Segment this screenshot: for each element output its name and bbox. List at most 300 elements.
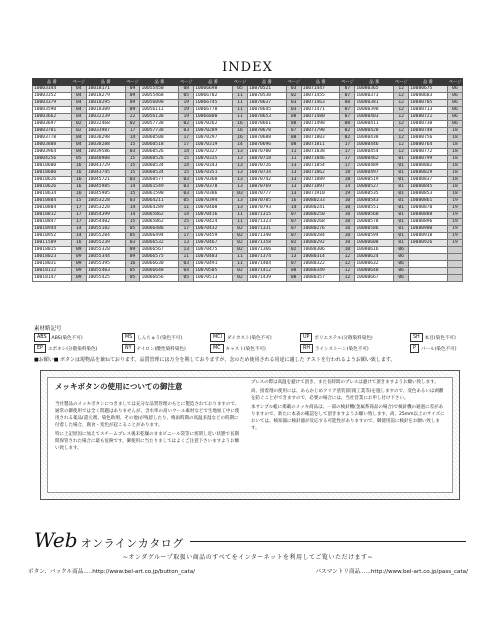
product-no-cell: 10066698 [194,86,233,93]
legend-code: ABS [34,333,50,342]
product-no-cell: 10056138 [140,114,179,121]
page-cell: 15 [125,163,140,170]
page-cell: 11 [232,212,247,219]
page-cell: 13 [286,177,301,184]
page-cell: 12 [394,128,409,135]
page-cell: 12 [340,261,355,268]
page-cell: 09 [71,268,86,275]
page-cell: 18 [447,128,462,135]
page-cell: 17 [179,142,194,149]
product-no-cell: 10060534 [140,170,179,177]
page-cell: 13 [232,184,247,191]
product-no-cell: 10071366 [247,247,286,254]
column-header-page: ページ [233,79,247,84]
page-cell: 02 [71,128,86,135]
page-cell [447,247,462,254]
product-no-cell [409,268,448,275]
page-cell: 02 [286,93,301,100]
product-no-cell: 10010626 [33,184,72,191]
table-row [33,205,463,212]
product-no-cell: 10071412 [247,268,286,275]
page-cell: 10 [340,205,355,212]
page-cell: 08 [286,121,301,128]
legend-code: EP [34,344,46,353]
product-no-cell: 10033987 [86,128,125,135]
button-catalog-link[interactable]: ボタン、バックル商品.....http://www.bel-art.co.jp/button_cata/ [28,569,196,575]
page-cell: 14 [232,142,247,149]
page-cell: 05 [125,275,140,282]
product-no-cell: 10061549 [140,184,179,191]
product-no-cell: 10080799 [409,156,448,163]
product-no-cell: 10080713 [409,107,448,114]
page-cell: 04 [71,135,86,142]
product-no-cell: 10080764 [409,142,448,149]
page-cell: 02 [232,268,247,275]
page-cell: 08 [286,142,301,149]
page-cell: 05 [179,275,194,282]
page-cell: 12 [394,142,409,149]
legend-label: ポリエステル(分散染料染色) [314,335,373,341]
page-cell: 03 [179,184,194,191]
product-no-cell: 10003778 [33,135,72,142]
product-no-cell: 10003590 [33,107,72,114]
product-no-cell: 10080381 [355,100,394,107]
page-cell [447,254,462,261]
product-no-cell: 10039586 [86,149,125,156]
product-no-cell: 10071374 [247,254,286,261]
legend-label: ABS(染色不可) [51,335,83,341]
page-cell: 06 [447,121,462,128]
page-cell: 06 [447,107,462,114]
page-cell: 11 [179,254,194,261]
product-no-cell: 10065862 [140,219,179,226]
product-no-cell: 10003352 [33,93,72,100]
page-cell: 07 [340,107,355,114]
page-cell: 06 [447,93,462,100]
table-row [33,261,463,268]
web-catalog-banner [28,525,468,605]
product-no-cell: 10080241 [301,205,340,212]
page-cell: 12 [340,268,355,275]
page-cell: 01 [394,156,409,163]
product-no-cell: 10080314 [301,254,340,261]
product-no-cell: 10080926 [409,240,448,247]
product-no-cell: 10070459 [194,233,233,240]
product-no-cell: 10071331 [247,226,286,233]
product-no-cell: 10070688 [247,135,286,142]
product-no-cell: 10070351 [194,170,233,177]
page-cell: 01 [394,240,409,247]
page-cell: 18 [447,177,462,184]
page-cell: 02 [179,121,194,128]
page-cell: 06 [447,100,462,107]
page-cell: 18 [447,156,462,163]
product-no-cell: 10080322 [301,261,340,268]
web-logo-text: Web [34,528,78,552]
product-no-cell: 10070297 [194,135,233,142]
table-row [33,142,463,149]
table-row [33,100,463,107]
product-no-cell: 10070408 [194,205,233,212]
page-cell: 05 [125,268,140,275]
page-cell: 17 [125,128,140,135]
page-cell: 03 [286,86,301,93]
page-cell: 09 [71,254,86,261]
product-no-cell: 10080918 [409,233,448,240]
product-no-cell: 10054402 [86,219,125,226]
legend-label: ナイロン(酸性染料染色) [136,346,186,352]
product-no-cell: 10066745 [194,100,233,107]
product-no-cell: 10080543 [355,198,394,205]
page-cell: 18 [447,142,462,149]
product-no-cell: 10080900 [409,226,448,233]
page-cell: 16 [71,163,86,170]
legend-item [122,333,182,342]
page-cell: 10 [340,198,355,205]
page-cell: 06 [394,275,409,282]
page-cell: 22 [125,114,140,121]
page-cell: 13 [286,184,301,191]
product-no-cell: 10070386 [194,191,233,198]
page-cell: 11 [179,205,194,212]
product-no-cell: 10018147 [33,275,72,282]
page-cell: 06 [447,86,462,93]
page-cell: 05 [179,198,194,205]
product-no-cell: 10080489 [355,163,394,170]
product-no-cell: 10070432 [194,226,233,233]
product-no-cell: 10056090 [140,100,179,107]
product-no-cell: 10070734 [247,170,286,177]
page-cell: 04 [71,149,86,156]
product-no-cell: 10070726 [247,163,286,170]
product-no-cell: 10071480 [301,114,340,121]
column-header-page: ページ [287,79,300,84]
table-row [33,177,463,184]
product-no-cell: 10055239 [86,240,125,247]
page-cell: 12 [394,149,409,156]
product-no-cell: 10080276 [301,226,340,233]
page-cell: 01 [394,163,409,170]
page-cell: 16 [71,177,86,184]
product-no-cell: 10070777 [247,191,286,198]
product-no-cell: 10066702 [194,93,233,100]
page-cell: 10 [340,240,355,247]
product-no-cell: 10003964 [33,149,72,156]
page-cell: 15 [71,198,86,205]
page-cell: 06 [447,114,462,121]
product-no-cell: 10064289 [140,205,179,212]
notice-text: ■お願い■ ボタンは現物品を兼ねております。品質管理には万全を期しておりますが、念のため使用される用途に適した テストを行われるようお願い致します。 [34,357,396,363]
product-no-cell: 10080446 [355,142,394,149]
page-cell: 03 [125,177,140,184]
product-no-cell: 10070289 [194,128,233,135]
product-no-cell: 10080748 [409,128,448,135]
product-no-cell: 10080268 [301,219,340,226]
table-row [33,247,463,254]
page-cell: 15 [125,191,140,198]
page-cell: 19 [340,191,355,198]
page-cell: 15 [125,219,140,226]
table-row [33,128,463,135]
column-header-product-no: 品 番 [33,79,72,86]
product-no-cell: 10080632 [355,261,394,268]
legend-code: SH [410,333,423,342]
column-header-page: ページ [341,79,354,84]
page-cell: 10 [340,247,355,254]
product-no-cell: 10055403 [86,268,125,275]
product-no-cell: 10080730 [409,121,448,128]
page-cell: 02 [340,128,355,135]
product-no-cell: 10032239 [86,114,125,121]
page-cell: 14 [125,205,140,212]
product-no-cell: 10066648 [140,268,179,275]
page-cell: 02 [125,121,140,128]
column-header-product-no: 品 番 [140,79,179,86]
page-cell: 09 [125,100,140,107]
product-no-cell: 10010600 [33,163,72,170]
product-no-cell: 10071838 [301,149,340,156]
page-cell: 01 [394,184,409,191]
product-no-cell: 10070378 [194,184,233,191]
page-cell: 03 [179,177,194,184]
page-cell: 16 [71,170,86,177]
page-cell: 03 [232,191,247,198]
caution-title: メッキボタンの使用についての御注意 [55,382,183,391]
page-cell: 01 [394,191,409,198]
page-cell: 15 [179,170,194,177]
product-no-cell: 10060518 [140,142,179,149]
legend-code: RH [300,344,313,353]
page-cell: 01 [394,205,409,212]
page-cell: 10 [340,219,355,226]
legend-label: 本目(染色不可) [424,335,456,341]
product-no-cell: 10080535 [355,191,394,198]
product-no-cell: 10070785 [247,198,286,205]
page-cell: 16 [125,261,140,268]
legend-label: キャスト(染色不可) [225,346,266,352]
page-cell: 19 [179,114,194,121]
table-row [33,198,463,205]
page-cell: 13 [232,205,247,212]
product-no-cell: 10070467 [194,240,233,247]
page-cell: 04 [71,86,86,93]
product-no-cell: 10070416 [194,212,233,219]
page-cell: 01 [394,177,409,184]
product-no-cell: 10071471 [301,107,340,114]
product-no-cell: 10055328 [86,247,125,254]
product-no-cell: 10070661 [247,121,286,128]
legend-code: UP [300,333,312,342]
product-no-cell: 10071862 [301,170,340,177]
page-cell: 18 [447,191,462,198]
page-cell: 09 [125,107,140,114]
page-cell: 03 [125,149,140,156]
product-no-cell: 10066770 [194,107,233,114]
product-no-cell: 10080365 [355,86,394,93]
page-cell [447,261,462,268]
page-cell: 12 [394,100,409,107]
product-no-cell: 10070769 [247,184,286,191]
product-no-cell: 10080896 [409,219,448,226]
product-no-cell: 10010944 [33,226,72,233]
page-cell: 07 [286,128,301,135]
page-cell: 17 [179,226,194,233]
product-no-cell: 10070645 [247,107,286,114]
product-no-cell: 10080306 [301,247,340,254]
page-cell: 13 [232,156,247,163]
product-no-cell: 10010626 [33,177,72,184]
page-cell: 12 [340,275,355,282]
product-no-cell: 10066567 [140,247,179,254]
page-cell: 08 [286,135,301,142]
table-row [33,121,463,128]
page-cell: 19 [179,100,194,107]
column-header-page: ページ [448,79,462,84]
product-no-cell: 10066532 [140,240,179,247]
index-table [32,78,463,282]
product-no-cell: 10060526 [140,156,179,163]
page-cell: 17 [340,156,355,163]
table-row [33,233,463,240]
page-cell: 14 [179,163,194,170]
page-cell: 13 [232,198,247,205]
page-cell: 18 [447,184,462,191]
product-no-cell: 10060500 [140,135,179,142]
product-no-cell: 10010952 [33,233,72,240]
product-no-cell: 10080586 [355,226,394,233]
product-no-cell [409,254,448,261]
product-no-cell: 10080462 [355,156,394,163]
product-no-cell: 10070491 [194,261,233,268]
product-no-cell: 10071315 [247,212,286,219]
legend-code: P [410,344,419,353]
product-no-cell: 10080870 [409,205,448,212]
page-cell: 12 [394,135,409,142]
page-cell: 02 [340,135,355,142]
page-cell: 18 [340,177,355,184]
product-no-cell: 10057738 [140,121,179,128]
page-cell: 17 [340,149,355,156]
page-cell: 13 [286,163,301,170]
legend-item [34,344,97,353]
product-no-cell: 10010634 [33,191,72,198]
product-no-cell: 10071439 [247,275,286,282]
product-no-cell: 10010600 [33,170,72,177]
page-cell: 11 [232,219,247,226]
product-no-cell: 10053228 [86,205,125,212]
column-header-product-no: 品 番 [86,79,125,86]
product-no-cell: 10055344 [86,254,125,261]
page-cell: 12 [394,107,409,114]
product-no-cell: 10053228 [86,198,125,205]
page-cell: 11 [232,261,247,268]
page-cell: 05 [125,226,140,233]
page-cell: 13 [232,163,247,170]
product-no-cell: 10080284 [301,233,340,240]
product-no-cell: 10066800 [194,114,233,121]
legend-label: ダイカスト(染色不可) [226,335,272,341]
page-cell: 08 [179,86,194,93]
product-no-cell: 10080390 [355,107,394,114]
page-cell: 01 [394,226,409,233]
page-cell: 03 [179,261,194,268]
page-cell: 11 [232,254,247,261]
passementerie-catalog-link[interactable]: パスマントリ商品......http://www.bel-art.co.jp/pass_cata/ [315,569,468,575]
product-no-cell: 10070483 [194,254,233,261]
page-cell: 01 [394,170,409,177]
product-no-cell: 10003379 [33,100,72,107]
product-no-cell: 10071447 [301,86,340,93]
product-no-cell: 10071790 [301,128,340,135]
product-no-cell: 10080675 [409,86,448,93]
product-no-cell: 10066575 [140,254,179,261]
table-row [33,268,463,275]
legend-item [210,344,266,353]
page-cell: 03 [125,240,140,247]
product-no-cell: 10071889 [301,177,340,184]
product-no-cell: 10070530 [247,93,286,100]
product-no-cell: 10080829 [409,170,448,177]
legend-item [34,333,83,342]
page-cell: 08 [340,100,355,107]
product-no-cell: 10070319 [194,142,233,149]
product-no-cell: 10070696 [247,142,286,149]
page-cell: 18 [447,170,462,177]
page-cell: 13 [232,177,247,184]
page-cell: 16 [232,121,247,128]
page-cell: 07 [286,233,301,240]
product-no-cell: 10055468 [140,93,179,100]
table-row [33,184,463,191]
page-cell: 14 [71,226,86,233]
page-cell: 18 [340,170,355,177]
product-no-cell: 10070670 [247,128,286,135]
page-cell: 04 [71,100,86,107]
legend-item [300,344,369,353]
page-cell: 09 [125,247,140,254]
legend-item [122,344,186,353]
page-cell: 07 [286,219,301,226]
product-no-cell: 10070521 [247,86,286,93]
product-no-cell: 10070718 [247,156,286,163]
page-cell: 15 [125,156,140,163]
column-header-page: ページ [72,79,85,84]
product-no-cell: 10060577 [140,177,179,184]
table-row [33,191,463,198]
page-cell: 12 [340,254,355,261]
page-cell: 07 [286,212,301,219]
page-cell: 19 [447,240,462,247]
page-cell: 18 [447,135,462,142]
page-cell: 12 [394,93,409,100]
product-no-cell: 10070424 [194,219,233,226]
index-title: INDEX [222,60,273,75]
product-no-cell: 10060534 [140,163,179,170]
page-cell: 07 [286,226,301,233]
page-cell: 17 [71,219,86,226]
product-no-cell: 10080250 [301,212,340,219]
page-cell: 14 [286,205,301,212]
page-cell: 04 [71,142,86,149]
page-cell: 17 [340,163,355,170]
index-header-row [33,79,463,86]
product-no-cell: 10080411 [355,121,394,128]
page-cell: 02 [286,240,301,247]
product-no-cell: 10071463 [301,100,340,107]
page-cell: 11 [232,93,247,100]
page-cell: 09 [71,275,86,282]
page-cell: 07 [286,261,301,268]
